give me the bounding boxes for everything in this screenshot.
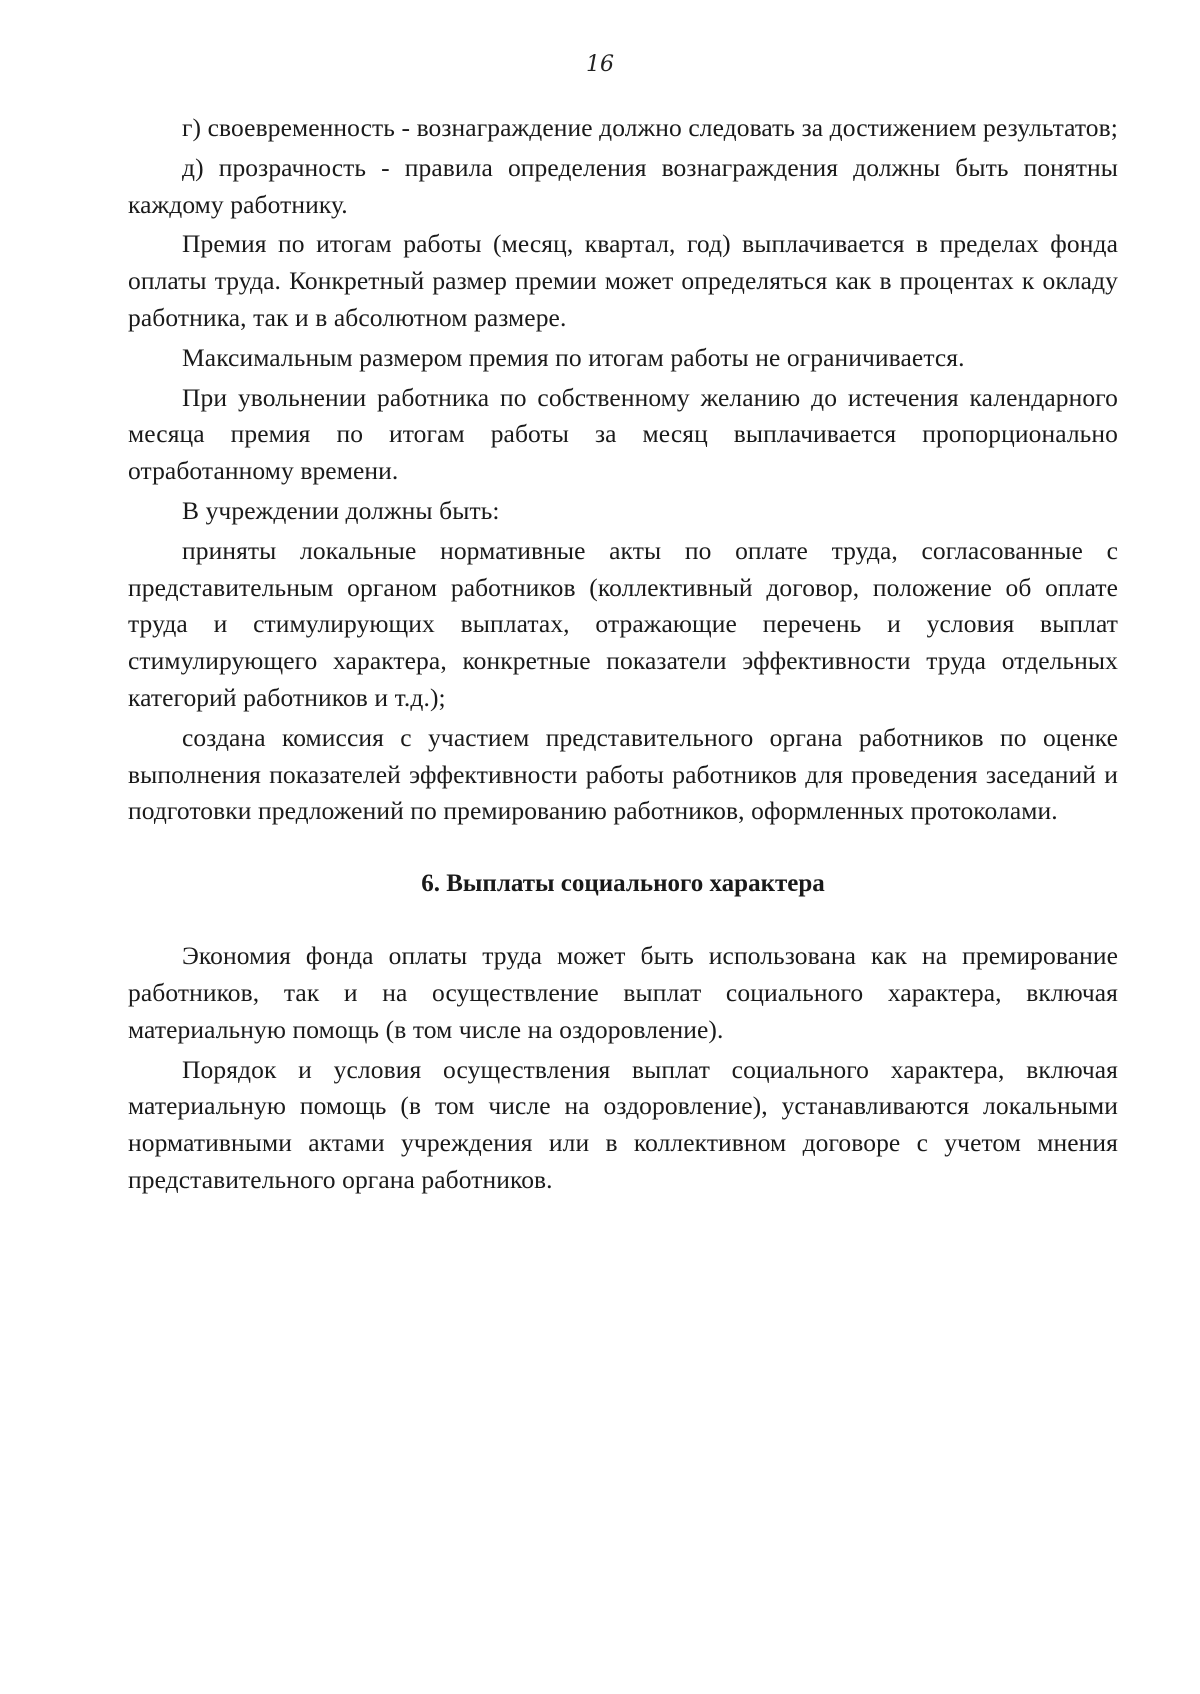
section-heading: 6. Выплаты социального характера	[421, 870, 825, 898]
paragraph-dismissal: При увольнении работника по собственному желанию до истечения календарного месяца премия по итогам работы за месяц выплачивается пропорционально отработанному времени.	[128, 382, 1118, 486]
paragraph-fund-savings: Экономия фонда оплаты труда может быть использована как на премирование работников, так и на осуществление выплат социального характера, включая материальную помощь (в том числе на оздоровление).	[128, 941, 1118, 1044]
document-body	[128, 110, 1118, 1202]
paragraph-social-payments-order: Порядок и условия осуществления выплат социального характера, включая материальную помощь (в том числе на оздоровление), устанавливаются локальными нормативными актами учреждения или в коллективном договоре с учетом мнения представительного органа работников.	[128, 1054, 1118, 1194]
paragraph-transparency: д) прозрачность - правила определения вознаграждения должны быть понятны каждому работнику.	[128, 152, 1118, 219]
page-number: 16	[586, 52, 614, 77]
paragraph-timeliness: г) своевременность - вознаграждение должно следовать за достижением результатов;	[182, 113, 1118, 142]
paragraph-local-acts: приняты локальные нормативные акты по оплате труда, согласованные с представительным органом работников (коллективный договор, положение об оплате труда и стимулирующих выплатах, отражающие перечень и условия выплат стимулирующего характера, конкретные показатели эффективности труда отдельных категорий работников и т.д.);	[128, 535, 1118, 712]
paragraph-bonus-max: Максимальным размером премия по итогам работы не ограничивается.	[182, 342, 965, 372]
paragraph-bonus-results: Премия по итогам работы (месяц, квартал, год) выплачивается в пределах фонда оплаты труда. Конкретный размер премии может определяться как в процентах к окладу работника, так и в абсолютном размере.	[128, 229, 1118, 332]
paragraph-commission: создана комиссия с участием представительного органа работников по оценке выполнения показателей эффективности работы работников для проведения заседаний и подготовки предложений по премированию работников, оформленных протоколами.	[128, 722, 1118, 826]
paragraph-institution-must: В учреждении должны быть:	[182, 495, 500, 525]
